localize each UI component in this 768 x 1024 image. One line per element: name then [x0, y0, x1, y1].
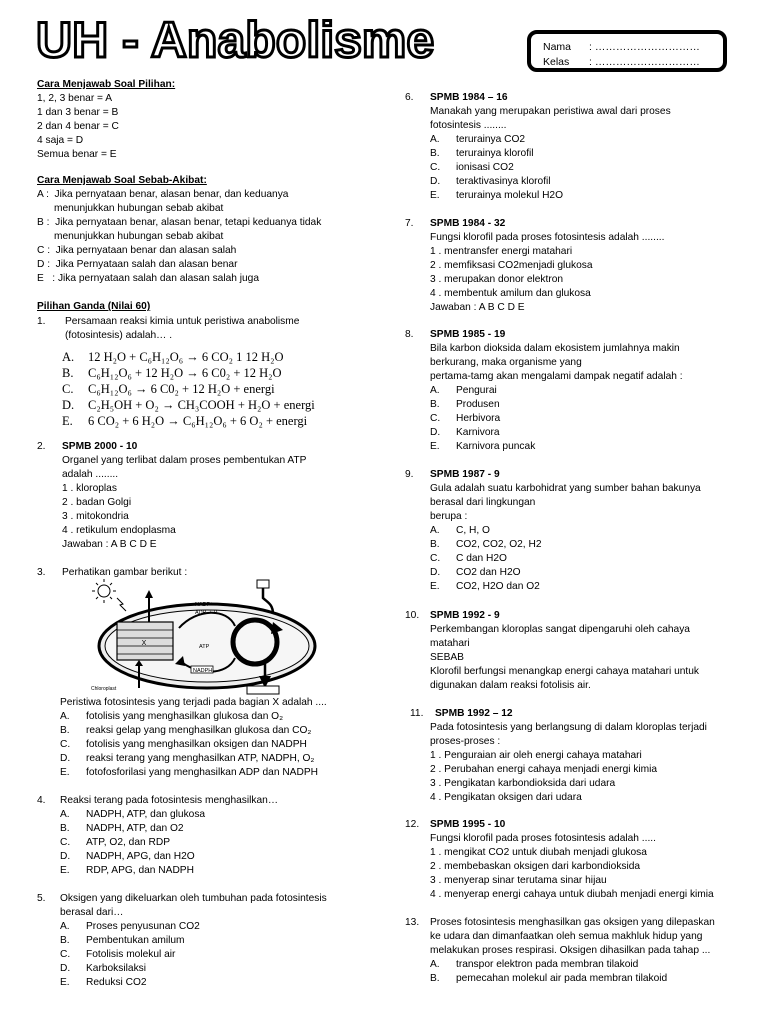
option-text: CO2, H2O dan O2: [456, 581, 540, 592]
question-text: (fotosintesis) adalah… .: [65, 330, 173, 341]
question-text: Bila karbon dioksida dalam ekosistem jumlahnya makin: [430, 343, 680, 354]
option-letter: A.: [430, 134, 440, 145]
option-text: terurainya klorofil: [456, 148, 534, 159]
option-letter: E.: [60, 977, 70, 988]
option-text: Proses penyusunan CO2: [86, 921, 200, 932]
question-text: Pada fotosintesis yang berlangsung di dalam kloroplas terjadi: [430, 722, 707, 733]
question-text: berupa :: [430, 511, 468, 522]
list-item: 1 . Penguraian air oleh energi cahaya matahari: [430, 750, 642, 761]
option-letter: C.: [60, 837, 71, 848]
option-text: 6 CO₂ + 6 H₂O → C₆H₁₂O₆ + 6 O₂ + energi: [88, 414, 308, 428]
option-letter: D.: [60, 753, 71, 764]
option-text: C₆H₁₂O₆ + 12 H₂O → 6 C0₂ + 12 H₂O: [88, 366, 282, 380]
sun-icon: [92, 579, 116, 603]
question-text: Manakah yang merupakan peristiwa awal dari proses: [430, 106, 671, 117]
question-text: pertama-tamg akan mengalami dampak negatif adalah :: [430, 371, 683, 382]
option-text: terurainya molekul H2O: [456, 190, 564, 201]
option-text: teraktivasinya klorofil: [456, 176, 551, 187]
name-label: Nama: [543, 41, 572, 53]
list-item: 3 . Pengikatan karbondioksida dari udara: [430, 778, 616, 789]
question-text: adalah ........: [62, 469, 119, 480]
question-9: [405, 468, 750, 598]
option-text: Herbivora: [456, 413, 501, 424]
label-atp: ATP: [199, 644, 210, 650]
question-13: [405, 916, 750, 996]
question-number: 11.: [410, 708, 424, 719]
option-letter: D.: [430, 567, 441, 578]
option-text: 12 H₂O + C₆H₁₂O₆ → 6 CO₂ 1 12 H₂O: [88, 350, 284, 364]
option-text: Pengurai: [456, 385, 497, 396]
option-letter: A.: [62, 350, 75, 364]
rules-cause-line: menunjukkan hubungan sebab akibat: [37, 203, 224, 214]
question-number: 4.: [37, 795, 46, 806]
light-ray-icon: [117, 598, 126, 611]
label-chloroplast: Chloroplast: [91, 686, 117, 692]
question-text: Gula adalah suatu karbohidrat yang sumber bahan bakunya: [430, 483, 701, 494]
question-source: SPMB 1984 - 32: [430, 218, 506, 229]
option-letter: D.: [430, 176, 441, 187]
question-5: [37, 892, 377, 992]
option-letter: E.: [62, 414, 73, 428]
question-text: melakukan proses respirasi. Oksigen dihasilkan pada tahap ...: [430, 945, 711, 956]
option-text: terurainya CO2: [456, 134, 526, 145]
option-text: C, H, O: [456, 525, 490, 536]
rules-choice: [37, 78, 377, 162]
list-item: 4 . menyerap energi cahaya untuk diubah menjadi energi kimia: [430, 889, 714, 900]
question-number: 5.: [37, 893, 46, 904]
list-item: 4 . Pengikatan oksigen dari udara: [430, 792, 582, 803]
list-item: 1 . mentransfer energi matahari: [430, 246, 573, 257]
option-letter: B.: [430, 148, 440, 159]
option-letter: B.: [430, 539, 440, 550]
question-text: Reaksi terang pada fotosintesis menghasilkan…: [60, 795, 279, 806]
question-text: berasal dari…: [60, 907, 124, 918]
list-item: 1 . mengikat CO2 untuk diubah menjadi glukosa: [430, 847, 647, 858]
option-letter: C.: [60, 949, 71, 960]
question-source: SPMB 1985 - 19: [430, 329, 506, 340]
rules-cause-line: C : Jika pernyataan benar dan alasan salah: [37, 245, 237, 256]
question-text: Perhatikan gambar berikut :: [62, 567, 188, 578]
option-letter: D.: [60, 963, 71, 974]
question-text: matahari: [430, 638, 470, 649]
option-text: C dan H2O: [456, 553, 507, 564]
question-11: [410, 707, 755, 807]
section-title: Pilihan Ganda (Nilai 60): [37, 301, 151, 312]
question-text: Klorofil berfungsi menangkap energi cahaya matahari untuk: [430, 666, 699, 677]
option-text: transpor elektron pada membran tilakoid: [456, 959, 639, 970]
option-letter: B.: [60, 725, 70, 736]
rules-cause-line: B : Jika pernyataan benar, alasan benar, tetapi keduanya tidak: [37, 217, 322, 228]
question-text: Organel yang terlibat dalam proses pembentukan ATP: [62, 455, 307, 466]
option-text: Karnivora: [456, 427, 500, 438]
option-letter: C.: [60, 739, 71, 750]
option-letter: E.: [430, 441, 440, 452]
rules-choice-line: 1, 2, 3 benar = A: [37, 93, 113, 104]
option-text: fotofosforilasi yang menghasilkan ADP dan NADPH: [86, 767, 318, 778]
list-item: 2 . memfiksasi CO2menjadi glukosa: [430, 260, 593, 271]
option-text: Produsen: [456, 399, 500, 410]
list-item: 4 . membentuk amilum dan glukosa: [430, 288, 591, 299]
label-adp: ADP: [195, 610, 207, 616]
question-4: [37, 794, 377, 884]
option-letter: A.: [60, 711, 70, 722]
option-letter: D.: [430, 427, 441, 438]
list-item: 3 . mitokondria: [62, 511, 129, 522]
option-text: ionisasi CO2: [456, 162, 514, 173]
question-3: [37, 566, 377, 781]
option-letter: E.: [430, 581, 440, 592]
question-number: 7.: [405, 218, 414, 229]
question-7: [405, 217, 750, 317]
student-info-box: [527, 30, 727, 72]
question-number: 2.: [37, 441, 46, 452]
rules-cause-line: A : Jika pernyataan benar, alasan benar, dan keduanya: [37, 189, 289, 200]
question-text: Oksigen yang dikeluarkan oleh tumbuhan pada fotosintesis: [60, 893, 327, 904]
class-row: [543, 55, 723, 70]
question-number: 8.: [405, 329, 414, 340]
option-text: Pembentukan amilum: [86, 935, 185, 946]
question-source: SPMB 1992 - 9: [430, 610, 500, 621]
option-text: Reduksi CO2: [86, 977, 147, 988]
rules-cause-line: D : Jika Pernyataan salah dan alasan benar: [37, 259, 238, 270]
option-letter: C.: [430, 553, 441, 564]
question-number: 9.: [405, 469, 414, 480]
option-letter: A.: [430, 385, 440, 396]
question-number: 12.: [405, 819, 420, 830]
chloroplast-diagram: [87, 578, 327, 696]
option-letter: C.: [430, 413, 441, 424]
list-item: 2 . badan Golgi: [62, 497, 132, 508]
list-item: 3 . merupakan donor elektron: [430, 274, 564, 285]
option-text: NADPH, APG, dan H2O: [86, 851, 195, 862]
option-letter: C.: [430, 162, 441, 173]
option-letter: E.: [60, 767, 70, 778]
rules-cause-line: menunjukkan hubungan sebab akibat: [37, 231, 224, 242]
option-letter: B.: [430, 973, 440, 984]
list-item: 2 . membebaskan oksigen dari karbondioksida: [430, 861, 641, 872]
option-text: NADPH, ATP, dan glukosa: [86, 809, 206, 820]
question-text: Persamaan reaksi kimia untuk peristiwa anabolisme: [65, 316, 300, 327]
option-letter: B.: [60, 935, 70, 946]
question-source: SPMB 1995 - 10: [430, 819, 506, 830]
question-text: SEBAB: [430, 652, 464, 663]
option-letter: B.: [430, 399, 440, 410]
label-nadph: NADPH: [193, 668, 213, 674]
question-number: 10.: [405, 610, 420, 621]
list-item: 3 . menyerap sinar terutama sinar hijau: [430, 875, 607, 886]
page-title: UH - Anabolisme: [36, 12, 435, 68]
option-letter: D.: [60, 851, 71, 862]
rules-choice-line: Semua benar = E: [37, 149, 117, 160]
option-text: fotolisis yang menghasilkan glukosa dan O₂: [86, 711, 284, 722]
question-6: [405, 91, 750, 203]
answer-key: Jawaban : A B C D E: [430, 302, 525, 313]
question-text: berkurang, maka organisme yang: [430, 357, 582, 368]
class-value: : …………………………: [589, 56, 700, 68]
question-number: 1.: [37, 316, 46, 327]
diagram-label-x: X: [141, 640, 147, 647]
rules-choice-line: 2 dan 4 benar = C: [37, 121, 119, 132]
option-letter: B.: [62, 366, 74, 380]
option-text: Karnivora puncak: [456, 441, 536, 452]
question-number: 3.: [37, 567, 46, 578]
question-source: SPMB 2000 - 10: [62, 441, 138, 452]
question-text: Perkembangan kloroplas sangat dipengaruhi oleh cahaya: [430, 624, 690, 635]
option-letter: A.: [60, 921, 70, 932]
question-8: [405, 328, 750, 458]
question-text: Peristiwa fotosintesis yang terjadi pada bagian X adalah ....: [60, 697, 327, 708]
option-text: Fotolisis molekul air: [86, 949, 176, 960]
rules-cause-line: E : Jika pernyataan salah dan alasan salah juga: [37, 273, 260, 284]
option-text: Karboksilaksi: [86, 963, 147, 974]
option-text: CO2 dan H2O: [456, 567, 521, 578]
question-text: fotosintesis ........: [430, 120, 507, 131]
rules-choice-heading: Cara Menjawab Soal Pilihan:: [37, 79, 176, 90]
option-letter: A.: [430, 959, 440, 970]
option-text: C₂H₅OH + O₂ → CH₃COOH + H₂O + energi: [88, 398, 315, 412]
rules-choice-line: 4 saja = D: [37, 135, 84, 146]
rules-choice-line: 1 dan 3 benar = B: [37, 107, 119, 118]
option-text: fotolisis yang menghasilkan oksigen dan NADPH: [86, 739, 307, 750]
option-text: reaksi gelap yang menghasilkan glukosa dan CO₂: [86, 725, 312, 736]
option-letter: A.: [430, 525, 440, 536]
option-letter: E.: [60, 865, 70, 876]
rules-cause-heading: Cara Menjawab Soal Sebab-Akibat:: [37, 175, 207, 186]
question-10: [405, 609, 750, 699]
option-text: pemecahan molekul air pada membran tilakoid: [456, 973, 668, 984]
option-letter: D.: [62, 398, 75, 412]
question-12: [405, 818, 750, 908]
question-text: proses-proses :: [430, 736, 501, 747]
option-text: reaksi terang yang menghasilkan ATP, NADPH, O₂: [86, 753, 315, 764]
question-text: berasal dari lingkungan: [430, 497, 536, 508]
question-text: Fungsi klorofil pada proses fotosintesis adalah ........: [430, 232, 665, 243]
class-label: Kelas: [543, 56, 570, 68]
option-text: NADPH, ATP, dan O2: [86, 823, 184, 834]
question-1: [37, 315, 377, 435]
option-text: RDP, APG, dan NADPH: [86, 865, 194, 876]
option-letter: A.: [60, 809, 70, 820]
option-text: C₆H₁₂O₆ → 6 C0₂ + 12 H₂O + energi: [88, 382, 275, 396]
option-letter: B.: [60, 823, 70, 834]
name-row: [543, 40, 723, 55]
label-nadp: NADP⁺: [195, 602, 214, 608]
blank-label-box: [247, 686, 279, 694]
question-text: digunakan dalam reaksi fotolisis air.: [430, 680, 591, 691]
question-source: SPMB 1992 – 12: [435, 708, 513, 719]
option-text: CO2, CO2, O2, H2: [456, 539, 542, 550]
rules-cause: [37, 174, 377, 286]
label-pi: + P: [209, 610, 218, 616]
question-text: Proses fotosintesis menghasilkan gas oksigen yang dilepaskan: [430, 917, 715, 928]
question-number: 13.: [405, 917, 420, 928]
list-item: 2 . Perubahan energi cahaya menjadi energi kimia: [430, 764, 658, 775]
option-letter: C.: [62, 382, 74, 396]
question-text: ke udara dan dimanfaatkan oleh semua makhluk hidup yang: [430, 931, 703, 942]
question-2: [37, 440, 377, 555]
answer-key: Jawaban : A B C D E: [62, 539, 157, 550]
name-value: : …………………………: [589, 41, 700, 53]
question-number: 6.: [405, 92, 414, 103]
option-letter: E.: [430, 190, 440, 201]
list-item: 4 . retikulum endoplasma: [62, 525, 176, 536]
question-text: Fungsi klorofil pada proses fotosintesis adalah .....: [430, 833, 656, 844]
list-item: 1 . kloroplas: [62, 483, 117, 494]
question-source: SPMB 1984 – 16: [430, 92, 508, 103]
option-text: ATP, O2, dan RDP: [86, 837, 170, 848]
question-source: SPMB 1987 - 9: [430, 469, 500, 480]
